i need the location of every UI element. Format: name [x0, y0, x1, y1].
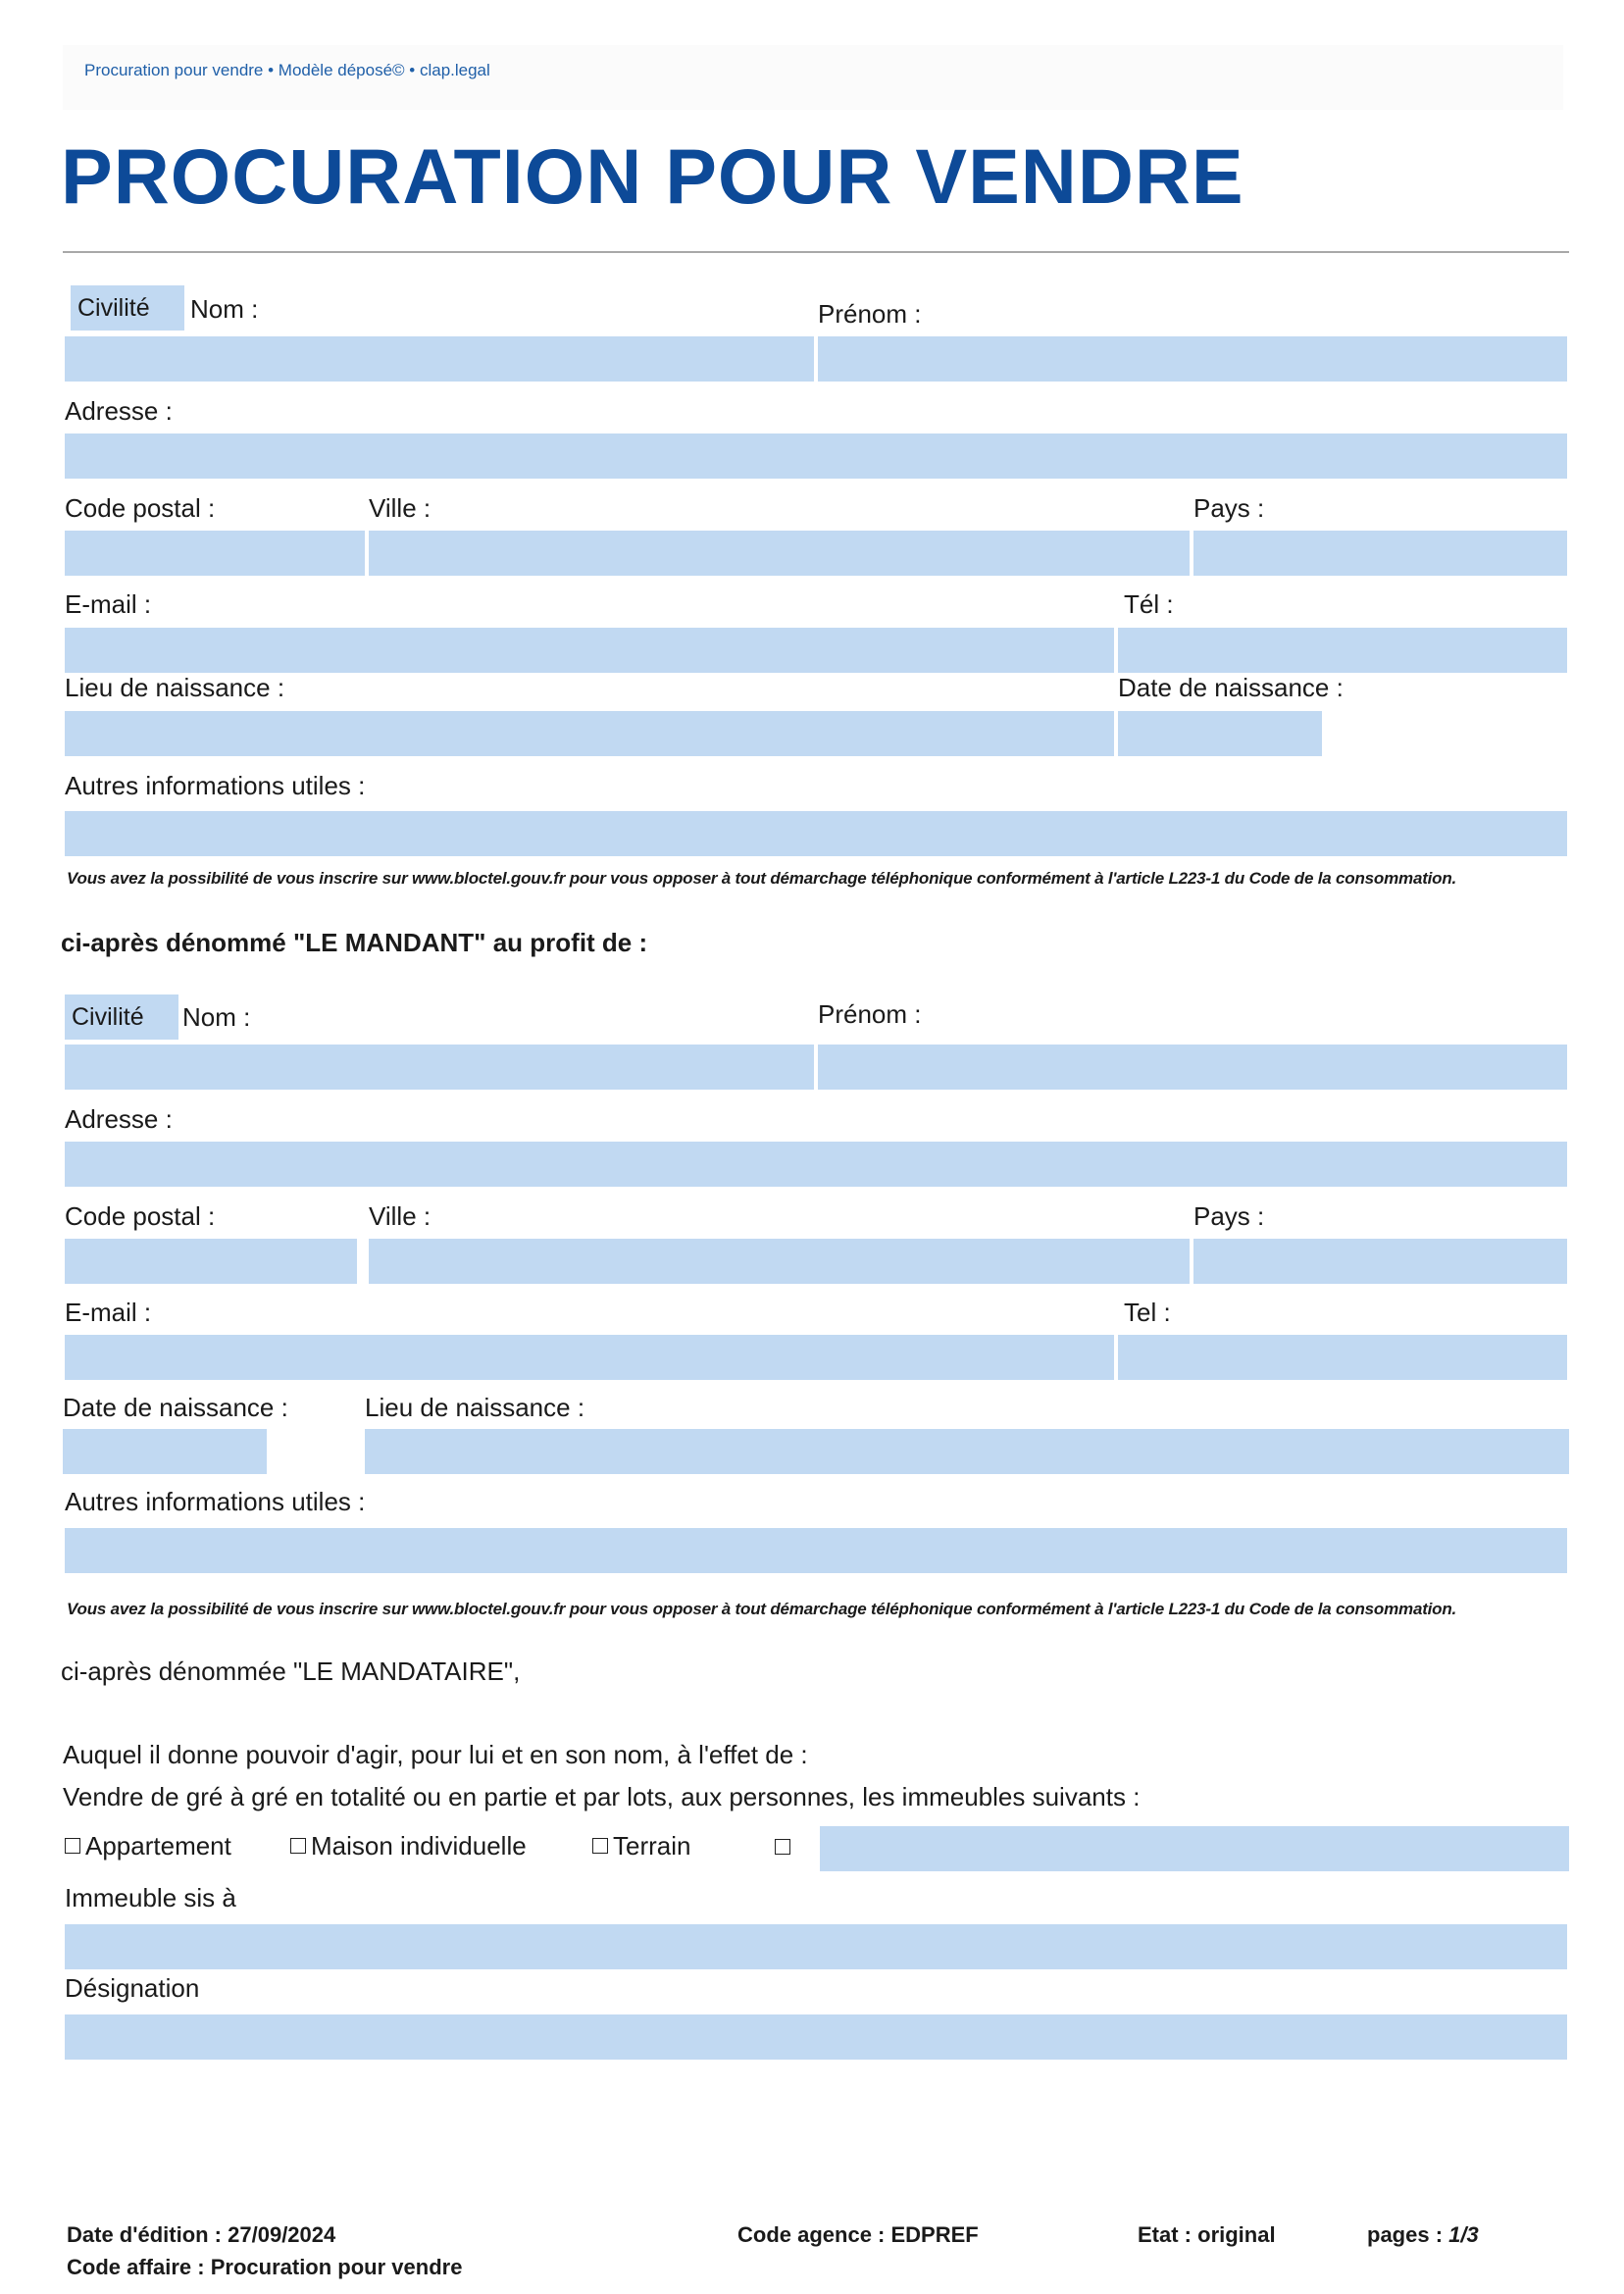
mandant-prenom-field[interactable] — [818, 336, 1567, 382]
footer-etat-value: original — [1197, 2222, 1276, 2247]
checkbox-icon — [65, 1838, 80, 1854]
option-maison-label: Maison individuelle — [311, 1831, 527, 1861]
footer-pages-value: 1/3 — [1448, 2222, 1479, 2247]
option-appartement-checkbox[interactable] — [65, 1831, 231, 1861]
page-title: PROCURATION POUR VENDRE — [61, 132, 1244, 220]
designation-label: Désignation — [65, 1973, 200, 2003]
footer-date-edition — [67, 2222, 335, 2248]
mandataire-autres-field[interactable] — [65, 1528, 1567, 1573]
footer-code-affaire-label: Code affaire : — [67, 2255, 205, 2279]
mandant-nom-label: Nom : — [190, 294, 259, 324]
mandataire-email-label: E-mail : — [65, 1298, 152, 1327]
mandataire-nom-field[interactable] — [65, 1045, 814, 1090]
footer-code-agence — [737, 2222, 979, 2248]
mandant-date-naissance-label: Date de naissance : — [1118, 673, 1344, 702]
mandant-adresse-field[interactable] — [65, 433, 1567, 479]
checkbox-icon — [290, 1838, 306, 1854]
mandant-code-postal-label: Code postal : — [65, 493, 216, 523]
mandataire-transition: ci-après dénommée "LE MANDATAIRE", — [61, 1657, 521, 1686]
option-autre-checkbox[interactable] — [775, 1832, 795, 1861]
footer-code-agence-value: EDPREF — [890, 2222, 979, 2247]
mandataire-pays-field[interactable] — [1193, 1239, 1567, 1284]
mandataire-adresse-field[interactable] — [65, 1142, 1567, 1187]
mandataire-code-postal-label: Code postal : — [65, 1201, 216, 1231]
mandataire-tel-field[interactable] — [1118, 1335, 1567, 1380]
footer-etat-label: Etat : — [1138, 2222, 1192, 2247]
mandataire-code-postal-field[interactable] — [65, 1239, 357, 1284]
option-appartement-label: Appartement — [85, 1831, 231, 1861]
mandant-ville-field[interactable] — [369, 531, 1190, 576]
mandant-civilite-select[interactable]: Civilité — [71, 285, 184, 331]
immeuble-field[interactable] — [65, 1924, 1567, 1969]
option-maison-checkbox[interactable] — [290, 1831, 527, 1861]
mandant-autres-label: Autres informations utiles : — [65, 771, 366, 800]
footer-date-edition-value: 27/09/2024 — [228, 2222, 336, 2247]
option-terrain-checkbox[interactable] — [592, 1831, 690, 1861]
mandataire-pays-label: Pays : — [1193, 1201, 1265, 1231]
mandataire-date-naissance-label: Date de naissance : — [63, 1393, 288, 1422]
mandataire-date-naissance-field[interactable] — [63, 1429, 267, 1474]
mandant-nom-field[interactable] — [65, 336, 814, 382]
mandataire-lieu-naissance-field[interactable] — [365, 1429, 1569, 1474]
mandataire-ville-label: Ville : — [369, 1201, 431, 1231]
mandataire-autres-label: Autres informations utiles : — [65, 1487, 366, 1516]
checkbox-icon — [592, 1838, 608, 1854]
designation-field[interactable] — [65, 2014, 1567, 2060]
footer-code-agence-label: Code agence : — [737, 2222, 886, 2247]
footer-pages — [1367, 2222, 1479, 2248]
mandataire-lieu-naissance-label: Lieu de naissance : — [365, 1393, 585, 1422]
mandataire-prenom-field[interactable] — [818, 1045, 1567, 1090]
footer-code-affaire — [67, 2255, 462, 2280]
mandataire-civilite-select[interactable]: Civilité — [65, 994, 178, 1040]
mandant-bloctel-note: Vous avez la possibilité de vous inscrire sur www.bloctel.gouv.fr pour vous opposer à tout démarchage téléphonique conformément à l'article L223-1 du Code de la consommation. — [67, 869, 1457, 888]
mandant-email-field[interactable] — [65, 628, 1114, 673]
mandant-autres-field[interactable] — [65, 811, 1567, 856]
checkbox-icon — [775, 1839, 790, 1855]
mandataire-nom-label: Nom : — [182, 1002, 251, 1032]
immeuble-label: Immeuble sis à — [65, 1883, 236, 1912]
mandant-tel-field[interactable] — [1118, 628, 1567, 673]
mandant-transition: ci-après dénommé "LE MANDANT" au profit de : — [61, 928, 648, 957]
mandataire-tel-label: Tel : — [1124, 1298, 1171, 1327]
option-autre-field[interactable] — [820, 1826, 1569, 1871]
mandant-code-postal-field[interactable] — [65, 531, 365, 576]
footer-date-edition-label: Date d'édition : — [67, 2222, 223, 2247]
mandant-tel-label: Tél : — [1124, 589, 1174, 619]
mandant-email-label: E-mail : — [65, 589, 152, 619]
footer-code-affaire-value: Procuration pour vendre — [210, 2255, 463, 2279]
mandant-adresse-label: Adresse : — [65, 396, 173, 426]
option-terrain-label: Terrain — [613, 1831, 691, 1861]
footer-etat — [1138, 2222, 1276, 2248]
mandant-prenom-label: Prénom : — [818, 299, 922, 329]
footer-pages-label: pages : — [1367, 2222, 1444, 2247]
header-tagline: Procuration pour vendre • Modèle déposé© • clap.legal — [84, 61, 490, 79]
mandant-pays-field[interactable] — [1193, 531, 1567, 576]
mandant-lieu-naissance-label: Lieu de naissance : — [65, 673, 285, 702]
mandant-ville-label: Ville : — [369, 493, 431, 523]
mandataire-adresse-label: Adresse : — [65, 1104, 173, 1134]
mandataire-prenom-label: Prénom : — [818, 999, 922, 1029]
mandant-date-naissance-field[interactable] — [1118, 711, 1322, 756]
mandataire-email-field[interactable] — [65, 1335, 1114, 1380]
pouvoir-line-1: Auquel il donne pouvoir d'agir, pour lui et en son nom, à l'effet de : — [63, 1740, 808, 1769]
pouvoir-line-2: Vendre de gré à gré en totalité ou en partie et par lots, aux personnes, les immeubles suivants : — [63, 1782, 1141, 1811]
mandataire-bloctel-note: Vous avez la possibilité de vous inscrire sur www.bloctel.gouv.fr pour vous opposer à tout démarchage téléphonique conformément à l'article L223-1 du Code de la consommation. — [67, 1600, 1457, 1618]
mandant-pays-label: Pays : — [1193, 493, 1265, 523]
mandant-lieu-naissance-field[interactable] — [65, 711, 1114, 756]
title-divider — [63, 251, 1569, 253]
mandataire-ville-field[interactable] — [369, 1239, 1190, 1284]
